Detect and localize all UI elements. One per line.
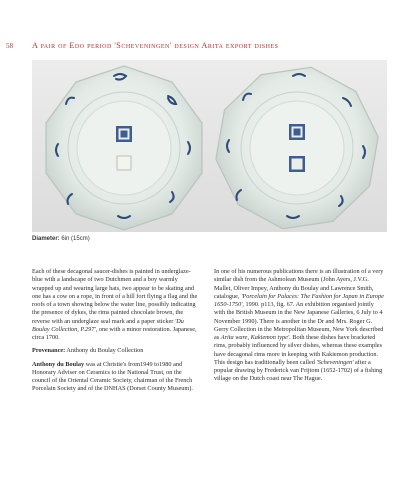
biography-paragraph — [32, 361, 198, 394]
figure-caption — [32, 236, 90, 242]
page-number: 58 — [6, 42, 13, 50]
provenance-value: Anthony du Boulay Collection — [65, 347, 144, 355]
left-column — [32, 268, 198, 399]
dishes-photograph — [32, 60, 387, 232]
left-dish — [46, 66, 202, 230]
right-column — [214, 268, 384, 389]
reference-paragraph — [214, 268, 384, 384]
reference-text-4: after a popular drawing by Frederick van Frijtom (1652-1702) of a fishing village on the Dutch coast near The Hague. — [214, 358, 383, 383]
reference-text-2: 1990. p113, fig. 67. An exhibition organised jointly with the British Museum in the New Japanese Galleries, 6 July to 4 November 1990). There is another in the Dr and Mrs. Roger G. Gerry Collection in the Metropolitan Museum, New York described as — [214, 301, 384, 341]
biography-name: Anthony du Boulay — [32, 360, 85, 368]
description-paragraph — [32, 268, 198, 342]
reference-title-3: 'Scheveningen' — [316, 358, 354, 366]
reference-text-1: In one of his numerous publications there is an illustration of a very similar dish from the Ashmolean Museum (John Ayers, J.V.G. Mallet, Oliver Impey, Anthony du Boulay and Lawrence Smith, catalogue, — [214, 268, 384, 300]
sticker-text: 'Du Boulay Collection, P.297', — [32, 317, 184, 333]
caption-value: 6in (15cm) — [59, 236, 90, 242]
description-end: one with a minor restoration. Japanese, circa 1700. — [32, 325, 197, 341]
biography-text: was at Christie's from1949 to1980 and Honorary Adviser on Ceramics to the National Trust, on the council of the Oriental Ceramic Society, chairman of the French Porcelain Society and of the DNHAS (Dorset County Museum). — [32, 360, 193, 393]
caption-label: Diameter: — [32, 236, 60, 242]
description-text: Each of these decagonal saucer-dishes is painted in underglaze-blue with a landscape of two Dutchmen and a boy warmly wrapped up and wearing large hats, two appear to be skating and one has a cow on a rope, in front of a hill fort flying a flag and the roofs of a town showing below the water line, possibly indicating the presence of dykes, the rims painted chocolate brown, the reverse with an underglaze seal mark and a paper sticker — [32, 268, 198, 325]
reference-text-3: Both these dishes have bracketed rims, probably influenced by silver dishes, whereas these examples have decagonal rims more in keeping with Kakiemon production. This design has traditionally been called — [214, 334, 383, 366]
porcelain-dishes-icon — [32, 60, 387, 232]
right-dish — [206, 60, 387, 232]
provenance-paragraph — [32, 347, 198, 355]
provenance-label: Provenance: — [32, 347, 66, 355]
reference-title-2: Arita ware, Kakiemon type'. — [220, 334, 291, 341]
running-head: A pair of Edo period 'Scheveningen' design Arita export dishes — [32, 41, 279, 50]
reference-title-1: 'Porcelain for Palaces: The Fashion for Japan in Europe 1650-1750', — [214, 292, 384, 308]
